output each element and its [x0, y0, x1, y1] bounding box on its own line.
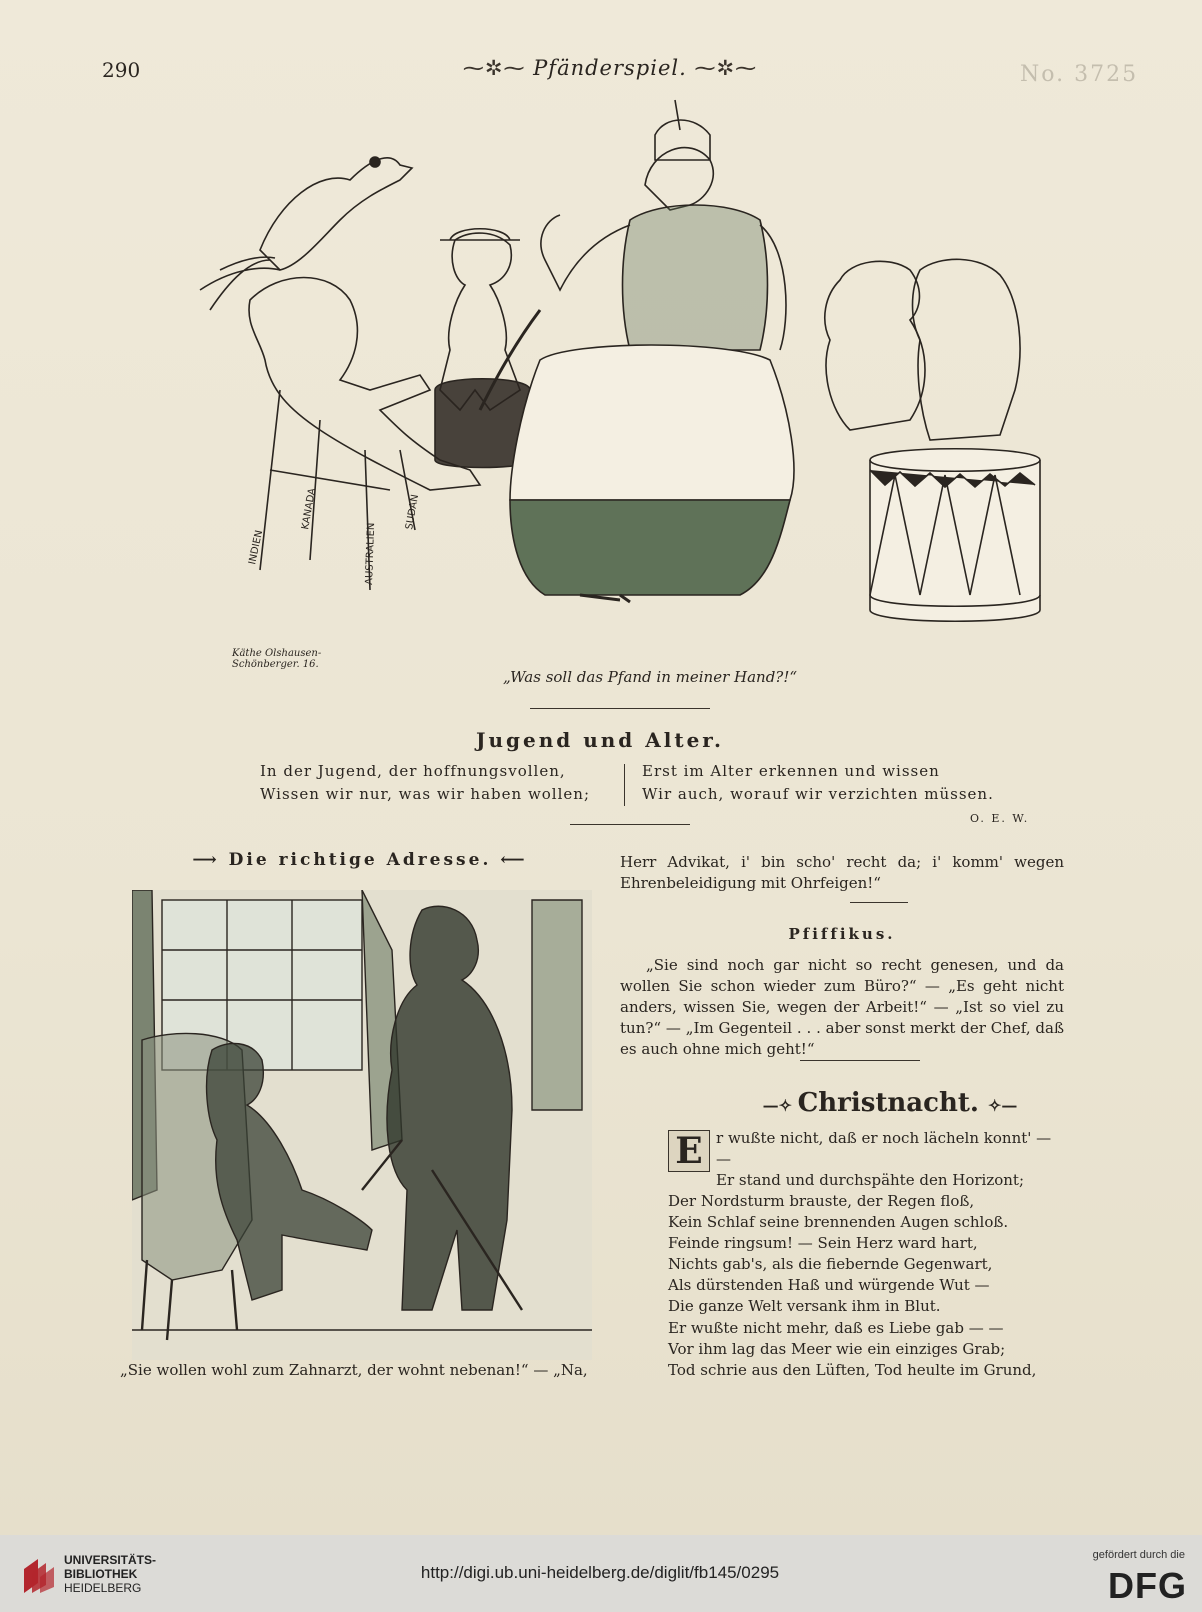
pfiffikus-title: Pfiffikus. [788, 925, 896, 943]
poem-column-divider [624, 764, 625, 806]
library-logo-icon [20, 1555, 58, 1595]
raised-arm [541, 215, 630, 290]
running-title-text: Pfänderspiel. [533, 56, 687, 80]
white-apron [510, 345, 794, 500]
left-ornament-icon: ⁓✲⁓ [462, 56, 534, 80]
right-arrow-icon: ⟵ [500, 850, 528, 870]
divider-rule-4 [800, 1060, 920, 1061]
christnacht-stanza-2: Er wußte nicht mehr, daß es Liebe gab — — Vor ihm lag das Meer wie ein einziges Grab; Tod schrie aus den Lüften, Tod heulte im Grund, [668, 1319, 1037, 1379]
cartoon-caption: „Was soll das Pfand in meiner Hand?!“ [502, 668, 798, 686]
right-ornament-icon-2: ✧— [988, 1096, 1018, 1115]
drop-cap: E [668, 1130, 710, 1172]
cat-figure [825, 261, 925, 430]
artist-signature: Käthe Olshausen- Schönberger. 16. [232, 648, 322, 670]
label-kanada: KANADA [300, 487, 319, 531]
left-arrow-icon: ⟶ [192, 850, 229, 870]
dfg-logo: DFG [1108, 1565, 1187, 1606]
page-number: 290 [102, 58, 141, 82]
hat [440, 229, 520, 240]
pickelhaube [655, 100, 710, 160]
rooster-figure [260, 158, 412, 270]
chainmail-vest [623, 205, 768, 350]
footer-bar [0, 1535, 1202, 1612]
lion-chair [260, 390, 415, 590]
adresse-title: ⟶ Die richtige Adresse. ⟵ [192, 850, 528, 870]
funded-by-text: gefördert durch die [1092, 1549, 1185, 1561]
label-australien: AUSTRALIEN [364, 522, 378, 586]
bear-figure [913, 259, 1021, 440]
label-sudan: SUDAN [404, 493, 422, 531]
running-title [460, 56, 760, 80]
bleed-through-text: No. 3725 [1020, 62, 1139, 87]
divider-rule-3 [850, 902, 908, 903]
pfiffikus-text: „Sie sind noch gar nicht so recht genesen, und da wollen Sie schon wieder zum Büro?“ — „Es geht nicht anders, wissen Sie, wegen der Arbeit!“ — „Ist so viel zu tun?“ — „Im Gegenteil . . . aber sonst merkt der Chef, daß es auch ohne mich geht!“ [620, 956, 1064, 1058]
adresse-caption: „Sie wollen wohl zum Zahnarzt, der wohnt nebenan!“ — „Na, [120, 1361, 588, 1379]
divider-rule [530, 708, 710, 709]
permalink-url[interactable]: http://digi.ub.uni-heidelberg.de/diglit/fb145/0295 [420, 1563, 780, 1582]
poem-title: Jugend und Alter. [476, 728, 724, 752]
label-indien: INDIEN [247, 529, 266, 566]
christnacht-stanza-1: E r wußte nicht, daß er noch lächeln konnt' — — Er stand und durchspähte den Horizont; Der Nordsturm brauste, der Regen floß, Kein Schlaf seine brennenden Augen schloß. Feinde ringsum! — Sein Herz ward hart, Nichts gab's, als die fiebernde Gegenwart, Als dürstenden Haß und würgende Wut — Die ganze Welt versank ihm in Blut. [668, 1129, 1052, 1315]
green-skirt [510, 500, 790, 595]
dentist-illustration [132, 890, 592, 1360]
poem-right-column: Erst im Alter erkennen und wissen Wir auch, worauf wir verzichten müssen. [642, 762, 994, 803]
christnacht-title: —✧ Christnacht. ✧— [762, 1088, 1018, 1118]
left-ornament-icon-2: —✧ [762, 1096, 798, 1115]
library-name: UNIVERSITÄTS- BIBLIOTHEK HEIDELBERG [64, 1553, 157, 1595]
poem-author: O. E. W. [970, 812, 1030, 825]
adresse-continuation: Herr Advikat, i' bin scho' recht da; i' komm' wegen Ehrenbeleidigung mit Ohrfeigen!“ [620, 853, 1064, 892]
poem-left-column: In der Jugend, der hoffnungsvollen, Wissen wir nur, was wir haben wollen; [260, 762, 590, 803]
divider-rule-2 [570, 824, 690, 825]
cartoon-illustration [150, 90, 1050, 650]
right-ornament-icon: ⁓✲⁓ [694, 56, 758, 80]
